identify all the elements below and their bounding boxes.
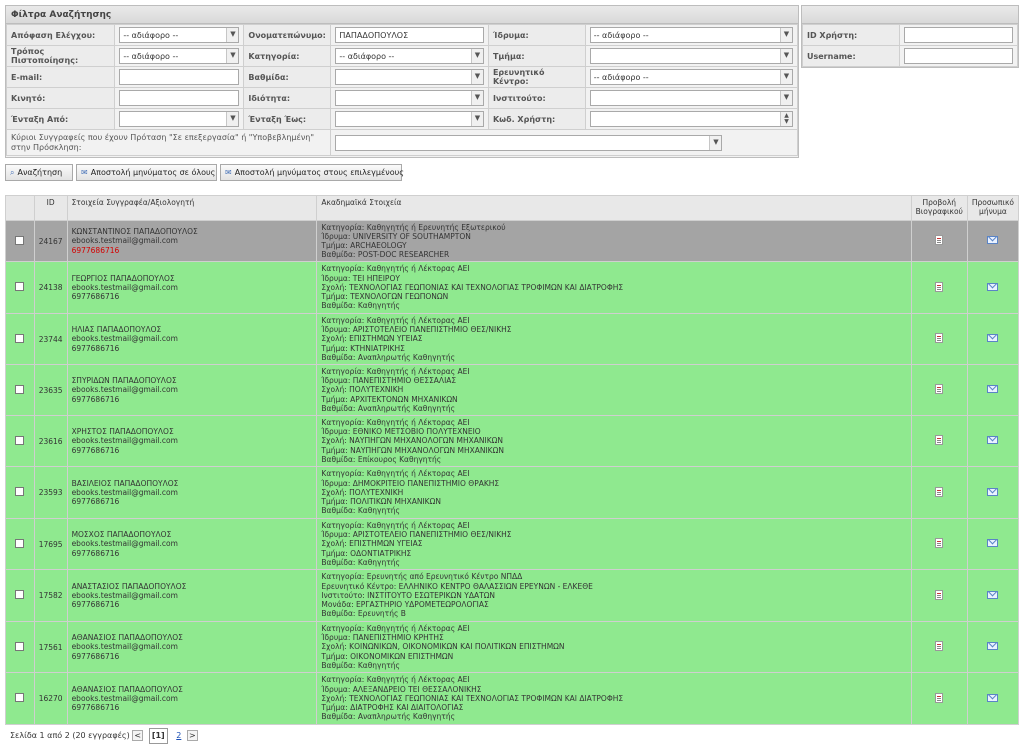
- username-label: Username:: [803, 46, 900, 67]
- view-cv-icon[interactable]: [935, 235, 943, 245]
- academic-column-header: Ακαδημαϊκά Στοιχεία: [317, 196, 911, 221]
- author-cell: [67, 314, 317, 365]
- author-email: ebooks.testmail@gmail.com: [71, 487, 178, 497]
- author-name: ΑΘΑΝΑΣΙΟΣ ΠΑΠΑΔΟΠΟΥΛΟΣ: [71, 633, 183, 643]
- envelope-icon[interactable]: [987, 642, 998, 650]
- institution-label: Ίδρυμα:: [488, 25, 585, 46]
- table-row: [6, 262, 1019, 314]
- message-cell: [967, 622, 1018, 673]
- email-input[interactable]: [119, 69, 239, 85]
- current-page: [1]: [149, 728, 168, 744]
- chevron-down-icon: ▼: [780, 49, 792, 63]
- filters-title: Φίλτρα Αναζήτησης: [6, 6, 798, 24]
- academic-line: Σχολή: ΠΟΛΥΤΕΧΝΙΚΗ: [321, 487, 404, 497]
- academic-line: Βαθμίδα: Καθηγητής: [321, 660, 400, 670]
- side-table: [802, 24, 1018, 67]
- author-cell: [67, 673, 317, 725]
- table-row: [6, 416, 1019, 467]
- author-name: ΓΕΩΡΓΙΟΣ ΠΑΠΑΔΟΠΟΥΛΟΣ: [71, 273, 175, 283]
- rank-label: Βαθμίδα:: [244, 67, 331, 88]
- author-cell: [67, 519, 317, 570]
- author-email: ebooks.testmail@gmail.com: [71, 385, 178, 395]
- chevron-down-icon: ▼: [226, 49, 238, 63]
- row-id: 17582: [34, 570, 67, 622]
- author-cell: [67, 622, 317, 673]
- author-email: ebooks.testmail@gmail.com: [71, 436, 178, 446]
- academic-cell: [317, 365, 911, 416]
- envelope-icon[interactable]: [987, 539, 998, 547]
- page-2-link[interactable]: 2: [176, 731, 182, 740]
- email-label: E-mail:: [7, 67, 115, 88]
- row-checkbox[interactable]: [15, 539, 24, 548]
- author-email: ebooks.testmail@gmail.com: [71, 236, 178, 246]
- message-cell: [967, 221, 1018, 262]
- academic-line: Κατηγορία: Καθηγητής ή Λέκτορας ΑΕΙ: [321, 315, 470, 325]
- academic-line: Τμήμα: ΟΔΟΝΤΙΑΤΡΙΚΗΣ: [321, 548, 412, 558]
- view-cv-icon[interactable]: [935, 435, 943, 445]
- table-row: [6, 570, 1019, 622]
- envelope-icon[interactable]: [987, 283, 998, 291]
- academic-line: Κατηγορία: Καθηγητής ή Ερευνητής Εξωτερικού: [321, 222, 506, 232]
- send-all-button[interactable]: ✉ Αποστολή μηνύματος σε όλους: [76, 164, 217, 181]
- cv-cell: [911, 570, 967, 622]
- row-select-cell: [6, 314, 35, 365]
- pager-summary: Σελίδα 1 από 2 (20 εγγραφές): [10, 731, 130, 740]
- chevron-down-icon: ▼: [471, 49, 483, 63]
- chevron-down-icon: ▼: [780, 91, 792, 105]
- row-id: 23593: [34, 467, 67, 519]
- academic-line: Ίδρυμα: ΤΕΙ ΗΠΕΙΡΟΥ: [321, 273, 400, 283]
- academic-line: Βαθμίδα: Επίκουρος Καθηγητής: [321, 454, 442, 464]
- row-select-cell: [6, 519, 35, 570]
- academic-line: Βαθμίδα: POST-DOC RESEARCHER: [321, 250, 450, 260]
- view-cv-icon[interactable]: [935, 282, 943, 292]
- author-email: ebooks.testmail@gmail.com: [71, 282, 178, 292]
- message-cell: [967, 314, 1018, 365]
- academic-line: Κατηγορία: Καθηγητής ή Λέκτορας ΑΕΙ: [321, 264, 470, 274]
- academic-cell: [317, 570, 911, 622]
- filters-panel: [5, 5, 799, 158]
- institute-select[interactable]: [590, 90, 793, 106]
- academic-line: Τμήμα: ΠΟΛΙΤΙΚΩΝ ΜΗΧΑΝΙΚΩΝ: [321, 497, 441, 507]
- academic-line: Σχολή: ΕΠΙΣΤΗΜΩΝ ΥΓΕΙΑΣ: [321, 334, 423, 344]
- envelope-icon[interactable]: [987, 694, 998, 702]
- academic-line: Βαθμίδα: Καθηγητής: [321, 506, 400, 516]
- cert-select[interactable]: -- αδιάφορο -- ▼: [119, 48, 239, 64]
- table-row: [6, 314, 1019, 365]
- cv-cell: [911, 314, 967, 365]
- envelope-icon[interactable]: [987, 436, 998, 444]
- author-name: ΑΘΑΝΑΣΙΟΣ ΠΑΠΑΔΟΠΟΥΛΟΣ: [71, 684, 183, 694]
- academic-line: Βαθμίδα: Καθηγητής: [321, 557, 400, 567]
- envelope-icon[interactable]: [987, 591, 998, 599]
- next-page-button[interactable]: >: [187, 730, 198, 741]
- author-column-header: Στοιχεία Συγγραφέα/Αξιολογητή: [67, 196, 317, 221]
- academic-line: Ινστιτούτο: ΙΝΣΤΙΤΟΥΤΟ ΕΣΩΤΕΡΙΚΩΝ ΥΔΑΤΩΝ: [321, 590, 496, 600]
- table-row: [6, 673, 1019, 725]
- row-select-cell: [6, 622, 35, 673]
- cert-label: Τρόπος Πιστοποίησης:: [7, 46, 115, 67]
- table-row: [6, 519, 1019, 570]
- mobile-input[interactable]: [119, 90, 239, 106]
- envelope-icon[interactable]: [987, 488, 998, 496]
- academic-line: Σχολή: ΚΟΙΝΩΝΙΚΩΝ, ΟΙΚΟΝΟΜΙΚΩΝ ΚΑΙ ΠΟΛΙΤΙΚΩΝ ΕΠΙΣΤΗΜΩΝ: [321, 642, 565, 652]
- row-checkbox[interactable]: [15, 436, 24, 445]
- cv-cell: [911, 519, 967, 570]
- property-label: Ιδιότητα:: [244, 88, 331, 109]
- view-cv-icon[interactable]: [935, 487, 943, 497]
- academic-line: Τμήμα: ΔΙΑΤΡΟΦΗΣ ΚΑΙ ΔΙΑΙΤΟΛΟΓΙΑΣ: [321, 703, 464, 713]
- message-column-header: Προσωπικό μήνυμα: [967, 196, 1018, 221]
- author-cell: [67, 570, 317, 622]
- spinner-arrows-icon[interactable]: ▲ ▼: [780, 112, 792, 126]
- chevron-down-icon: ▼: [471, 70, 483, 84]
- academic-line: Ίδρυμα: UNIVERSITY OF SOUTHAMPTON: [321, 231, 471, 241]
- academic-line: Ίδρυμα: ΑΛΕΞΑΝΔΡΕΙΟ ΤΕΙ ΘΕΣΣΑΛΟΝΙΚΗΣ: [321, 684, 482, 694]
- academic-line: Σχολή: ΝΑΥΠΗΓΩΝ ΜΗΧΑΝΟΛΟΓΩΝ ΜΗΧΑΝΙΚΩΝ: [321, 436, 503, 446]
- message-cell: [967, 519, 1018, 570]
- academic-line: Βαθμίδα: Αναπληρωτής Καθηγητής: [321, 352, 455, 362]
- cv-cell: [911, 221, 967, 262]
- fullname-input[interactable]: ΠΑΠΑΔΟΠΟΥΛΟΣ: [335, 27, 484, 43]
- envelope-icon[interactable]: [987, 236, 998, 244]
- chevron-down-icon: ▼: [780, 70, 792, 84]
- author-name: ΒΑΣΙΛΕΙΟΣ ΠΑΠΑΔΟΠΟΥΛΟΣ: [71, 478, 179, 488]
- academic-line: Κατηγορία: Καθηγητής ή Λέκτορας ΑΕΙ: [321, 520, 470, 530]
- academic-line: Βαθμίδα: Αναπληρωτής Καθηγητής: [321, 403, 455, 413]
- row-id: 24167: [34, 221, 67, 262]
- academic-cell: [317, 262, 911, 314]
- academic-line: Μονάδα: ΕΡΓΑΣΤΗΡΙΟ ΥΔΡΟΜΕΤΕΩΡΟΛΟΓΙΑΣ: [321, 600, 489, 610]
- proposal-select[interactable]: [335, 135, 722, 151]
- academic-cell: [317, 467, 911, 519]
- category-select[interactable]: -- αδιάφορο -- ▼: [335, 48, 484, 64]
- view-cv-icon[interactable]: [935, 590, 943, 600]
- academic-line: Σχολή: ΠΟΛΥΤΕΧΝΙΚΗ: [321, 385, 404, 395]
- author-email: ebooks.testmail@gmail.com: [71, 334, 178, 344]
- author-phone: 6977686716: [71, 651, 120, 661]
- author-phone: 6977686716: [71, 445, 120, 455]
- academic-line: Ίδρυμα: ΕΘΝΙΚΟ ΜΕΤΣΟΒΙΟ ΠΟΛΥΤΕΧΝΕΙΟ: [321, 427, 481, 437]
- decision-label: Απόφαση Ελέγχου:: [7, 25, 115, 46]
- envelope-icon[interactable]: [987, 334, 998, 342]
- envelope-icon[interactable]: [987, 385, 998, 393]
- research-center-select[interactable]: -- αδιάφορο -- ▼: [590, 69, 793, 85]
- author-cell: [67, 365, 317, 416]
- table-row: [6, 365, 1019, 416]
- author-phone: 6977686716: [71, 703, 120, 713]
- author-cell: [67, 262, 317, 314]
- academic-line: Τμήμα: ΝΑΥΠΗΓΩΝ ΜΗΧΑΝΟΛΟΓΩΝ ΜΗΧΑΝΙΚΩΝ: [321, 445, 504, 455]
- table-row: [6, 221, 1019, 262]
- message-cell: [967, 365, 1018, 416]
- side-panel-title: [802, 6, 1018, 24]
- academic-line: Ίδρυμα: ΔΗΜΟΚΡΙΤΕΙΟ ΠΑΝΕΠΙΣΤΗΜΙΟ ΘΡΑΚΗΣ: [321, 478, 500, 488]
- author-email: ebooks.testmail@gmail.com: [71, 693, 178, 703]
- row-checkbox[interactable]: [15, 487, 24, 496]
- chevron-down-icon: ▼: [780, 28, 792, 42]
- message-cell: [967, 262, 1018, 314]
- department-label: Τμήμα:: [488, 46, 585, 67]
- author-phone: 6977686716: [71, 497, 120, 507]
- row-id: 16270: [34, 673, 67, 725]
- join-to-select[interactable]: [335, 111, 484, 127]
- search-button[interactable]: ⌕ Αναζήτηση: [5, 164, 73, 181]
- academic-cell: [317, 314, 911, 365]
- user-code-label: Κωδ. Χρήστη:: [488, 109, 585, 130]
- filters-table: [6, 24, 798, 156]
- cv-cell: [911, 467, 967, 519]
- row-select-cell: [6, 416, 35, 467]
- join-from-select[interactable]: [119, 111, 239, 127]
- author-email: ebooks.testmail@gmail.com: [71, 642, 178, 652]
- row-id: 17695: [34, 519, 67, 570]
- academic-line: Βαθμίδα: Αναπληρωτής Καθηγητής: [321, 712, 455, 722]
- academic-cell: [317, 221, 911, 262]
- row-id: 24138: [34, 262, 67, 314]
- author-name: ΚΩΝΣΤΑΝΤΙΝΟΣ ΠΑΠΑΔΟΠΟΥΛΟΣ: [71, 227, 198, 237]
- username-input[interactable]: [904, 48, 1013, 64]
- cv-column-header: Προβολή Βιογραφικού: [911, 196, 967, 221]
- row-select-cell: [6, 221, 35, 262]
- academic-line: Ίδρυμα: ΑΡΙΣΤΟΤΕΛΕΙΟ ΠΑΝΕΠΙΣΤΗΜΙΟ ΘΕΣ/ΝΙΚΗΣ: [321, 530, 512, 540]
- view-cv-icon[interactable]: [935, 693, 943, 703]
- row-id: 23635: [34, 365, 67, 416]
- author-name: ΗΛΙΑΣ ΠΑΠΑΔΟΠΟΥΛΟΣ: [71, 325, 162, 335]
- row-id: 23744: [34, 314, 67, 365]
- table-row: [6, 467, 1019, 519]
- author-name: ΜΟΣΧΟΣ ΠΑΠΑΔΟΠΟΥΛΟΣ: [71, 530, 172, 540]
- institute-label: Ινστιτούτο:: [488, 88, 585, 109]
- institution-select[interactable]: -- αδιάφορο -- ▼: [590, 27, 793, 43]
- category-label: Κατηγορία:: [244, 46, 331, 67]
- author-cell: [67, 416, 317, 467]
- row-id: 23616: [34, 416, 67, 467]
- author-email: ebooks.testmail@gmail.com: [71, 539, 178, 549]
- chevron-down-icon: ▼: [471, 112, 483, 126]
- chevron-down-icon: ▼: [226, 28, 238, 42]
- academic-line: Ερευνητικό Κέντρο: ΕΛΛΗΝΙΚΟ ΚΕΝΤΡΟ ΘΑΛΑΣΣΙΩΝ ΕΡΕΥΝΩΝ - ΕΛΚΕΘΕ: [321, 581, 593, 591]
- research-center-label: Ερευνητικό Κέντρο:: [488, 67, 585, 88]
- view-cv-icon[interactable]: [935, 641, 943, 651]
- author-name: ΧΡΗΣΤΟΣ ΠΑΠΑΔΟΠΟΥΛΟΣ: [71, 427, 174, 437]
- cv-cell: [911, 262, 967, 314]
- author-phone: 6977686716: [71, 292, 120, 302]
- academic-line: Βαθμίδα: Καθηγητής: [321, 301, 400, 311]
- academic-line: Ίδρυμα: ΠΑΝΕΠΙΣΤΗΜΙΟ ΘΕΣΣΑΛΙΑΣ: [321, 376, 457, 386]
- academic-line: Σχολή: ΕΠΙΣΤΗΜΩΝ ΥΓΕΙΑΣ: [321, 539, 423, 549]
- user-id-input[interactable]: [904, 27, 1013, 43]
- view-cv-icon[interactable]: [935, 538, 943, 548]
- author-phone: 6977686716: [71, 548, 120, 558]
- view-cv-icon[interactable]: [935, 333, 943, 343]
- fullname-label: Ονοματεπώνυμο:: [244, 25, 331, 46]
- message-cell: [967, 570, 1018, 622]
- side-panel: [801, 5, 1019, 68]
- search-icon: ⌕: [10, 168, 15, 177]
- cv-cell: [911, 673, 967, 725]
- message-cell: [967, 416, 1018, 467]
- chevron-down-icon: ▼: [709, 136, 721, 150]
- view-cv-icon[interactable]: [935, 384, 943, 394]
- academic-cell: [317, 622, 911, 673]
- select-column-header: [6, 196, 35, 221]
- academic-line: Κατηγορία: Καθηγητής ή Λέκτορας ΑΕΙ: [321, 469, 470, 479]
- mobile-label: Κινητό:: [7, 88, 115, 109]
- academic-cell: [317, 519, 911, 570]
- academic-line: Κατηγορία: Καθηγητής ή Λέκτορας ΑΕΙ: [321, 623, 470, 633]
- chevron-down-icon: ▼: [471, 91, 483, 105]
- academic-line: Τμήμα: ΟΙΚΟΝΟΜΙΚΩΝ ΕΠΙΣΤΗΜΩΝ: [321, 651, 454, 661]
- author-name: ΣΠΥΡΙΔΩΝ ΠΑΠΑΔΟΠΟΥΛΟΣ: [71, 376, 177, 386]
- envelope-icon: ✉: [81, 168, 88, 177]
- academic-line: Κατηγορία: Ερευνητής από Ερευνητικό Κέντρο ΝΠΔΔ: [321, 572, 523, 582]
- author-email: ebooks.testmail@gmail.com: [71, 590, 178, 600]
- row-select-cell: [6, 365, 35, 416]
- academic-line: Κατηγορία: Καθηγητής ή Λέκτορας ΑΕΙ: [321, 417, 470, 427]
- author-name: ΑΝΑΣΤΑΣΙΟΣ ΠΑΠΑΔΟΠΟΥΛΟΣ: [71, 581, 187, 591]
- prev-page-button[interactable]: <: [132, 730, 143, 741]
- department-select[interactable]: [590, 48, 793, 64]
- results-table: [5, 195, 1019, 725]
- academic-line: Βαθμίδα: Ερευνητής Β: [321, 609, 406, 619]
- table-row: [6, 622, 1019, 673]
- message-cell: [967, 467, 1018, 519]
- academic-line: Ίδρυμα: ΑΡΙΣΤΟΤΕΛΕΙΟ ΠΑΝΕΠΙΣΤΗΜΙΟ ΘΕΣ/ΝΙΚΗΣ: [321, 325, 512, 335]
- message-cell: [967, 673, 1018, 725]
- row-checkbox[interactable]: [15, 385, 24, 394]
- row-checkbox[interactable]: [15, 693, 24, 702]
- row-select-cell: [6, 467, 35, 519]
- join-from-label: Ένταξη Από:: [7, 109, 115, 130]
- author-phone: 6977686716: [71, 343, 120, 353]
- academic-line: Τμήμα: ΚΤΗΝΙΑΤΡΙΚΗΣ: [321, 343, 405, 353]
- user-code-spinner[interactable]: [590, 111, 793, 127]
- author-phone: 6977686716: [71, 394, 120, 404]
- academic-line: Ίδρυμα: ΠΑΝΕΠΙΣΤΗΜΙΟ ΚΡΗΤΗΣ: [321, 633, 444, 643]
- row-checkbox[interactable]: [15, 642, 24, 651]
- academic-line: Τμήμα: ΑΡΧΙΤΕΚΤΟΝΩΝ ΜΗΧΑΝΙΚΩΝ: [321, 394, 458, 404]
- academic-line: Σχολή: ΤΕΧΝΟΛΟΓΙΑΣ ΓΕΩΠΟΝΙΑΣ ΚΑΙ ΤΕΧΝΟΛΟΓΙΑΣ ΤΡΟΦΙΜΩΝ ΚΑΙ ΔΙΑΤΡΟΦΗΣ: [321, 693, 624, 703]
- author-cell: [67, 221, 317, 262]
- row-select-cell: [6, 262, 35, 314]
- author-cell: [67, 467, 317, 519]
- academic-line: Κατηγορία: Καθηγητής ή Λέκτορας ΑΕΙ: [321, 366, 470, 376]
- academic-line: Τμήμα: ΤΕΧΝΟΛΟΓΩΝ ΓΕΩΠΟΝΩΝ: [321, 292, 449, 302]
- cv-cell: [911, 416, 967, 467]
- user-id-label: ID Χρήστη:: [803, 25, 900, 46]
- join-to-label: Ένταξη Έως:: [244, 109, 331, 130]
- row-select-cell: [6, 570, 35, 622]
- academic-cell: [317, 673, 911, 725]
- id-column-header: ID: [34, 196, 67, 221]
- academic-cell: [317, 416, 911, 467]
- academic-line: Τμήμα: ARCHAEOLOGY: [321, 241, 407, 250]
- cv-cell: [911, 365, 967, 416]
- author-phone: 6977686716: [71, 245, 120, 255]
- row-id: 17561: [34, 622, 67, 673]
- property-select[interactable]: [335, 90, 484, 106]
- proposal-label: Κύριοι Συγγραφείς που έχουν Πρόταση "Σε επεξεργασία" ή "Υποβεβλημένη" στην Πρόσκληση:: [7, 130, 331, 156]
- envelope-icon: ✉: [225, 168, 232, 177]
- row-checkbox[interactable]: [15, 282, 24, 291]
- pager: [10, 728, 198, 742]
- rank-select[interactable]: [335, 69, 484, 85]
- cv-cell: [911, 622, 967, 673]
- send-selected-button[interactable]: ✉ Αποστολή μηνύματος στους επιλεγμένους: [220, 164, 402, 181]
- academic-line: Σχολή: ΤΕΧΝΟΛΟΓΙΑΣ ΓΕΩΠΟΝΙΑΣ ΚΑΙ ΤΕΧΝΟΛΟΓΙΑΣ ΤΡΟΦΙΜΩΝ ΚΑΙ ΔΙΑΤΡΟΦΗΣ: [321, 282, 624, 292]
- author-phone: 6977686716: [71, 600, 120, 610]
- row-checkbox[interactable]: [15, 236, 24, 245]
- row-checkbox[interactable]: [15, 590, 24, 599]
- academic-line: Κατηγορία: Καθηγητής ή Λέκτορας ΑΕΙ: [321, 675, 470, 685]
- chevron-down-icon: ▼: [226, 112, 238, 126]
- row-checkbox[interactable]: [15, 334, 24, 343]
- decision-select[interactable]: -- αδιάφορο -- ▼: [119, 27, 239, 43]
- row-select-cell: [6, 673, 35, 725]
